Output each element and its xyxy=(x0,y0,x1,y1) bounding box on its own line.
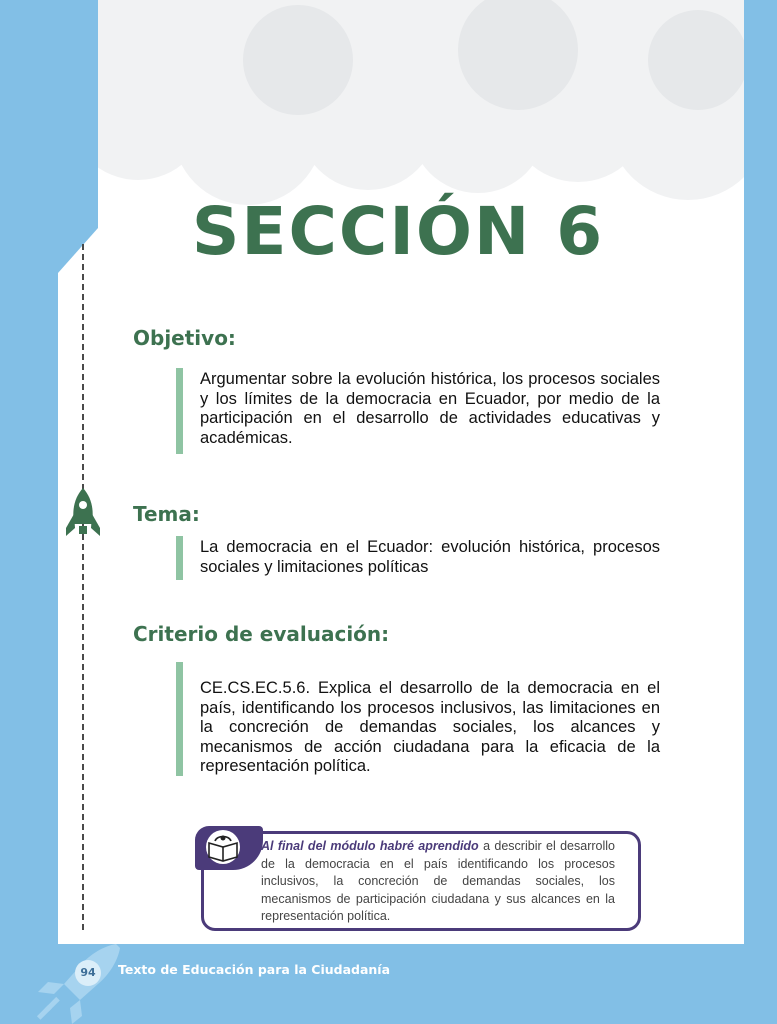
cloud-decoration xyxy=(98,0,744,215)
rocket-icon xyxy=(66,488,100,540)
timeline-dashed-line xyxy=(82,244,84,930)
objective-accent-bar xyxy=(176,368,183,454)
criterion-accent-bar xyxy=(176,662,183,776)
criterion-heading: Criterio de evaluación: xyxy=(133,622,390,646)
topic-accent-bar xyxy=(176,536,183,580)
objective-text: Argumentar sobre la evolución histórica, los procesos sociales y los límites de la democracia en Ecuador, por medio de la participación en el desarrollo de actividades educativas y académicas. xyxy=(200,370,660,447)
page-number: 94 xyxy=(75,960,101,986)
criterion-text: CE.CS.EC.5.6. Explica el desarrollo de la democracia en el país, identificando los procesos inclusivos, las limitaciones en la concreción de demandas sociales, los alcances y mecanismos de acción ciudadana para la eficacia de la representación política. xyxy=(200,679,660,775)
learning-outcome-lead: Al final del módulo habré aprendido xyxy=(261,839,479,853)
topic-text: La democracia en el Ecuador: evolución histórica, procesos sociales y limitaciones políticas xyxy=(200,538,660,576)
book-icon xyxy=(204,829,242,865)
right-frame-band xyxy=(744,0,777,944)
section-title: SECCIÓN 6 xyxy=(191,193,605,270)
learning-outcome-text xyxy=(261,838,615,926)
left-frame-slope xyxy=(58,228,98,273)
topic-heading: Tema: xyxy=(133,502,200,526)
learning-outcome-body: a describir el desarrollo de la democracia en el país identificando los procesos inclusivos, la concreción de demandas sociales, los mecanismos de participación ciudadana y sus alcances en la representación política. xyxy=(261,839,615,923)
objective-heading: Objetivo: xyxy=(133,326,236,350)
left-frame-band xyxy=(0,0,98,228)
footer-book-title: Texto de Educación para la Ciudadanía xyxy=(118,962,391,977)
